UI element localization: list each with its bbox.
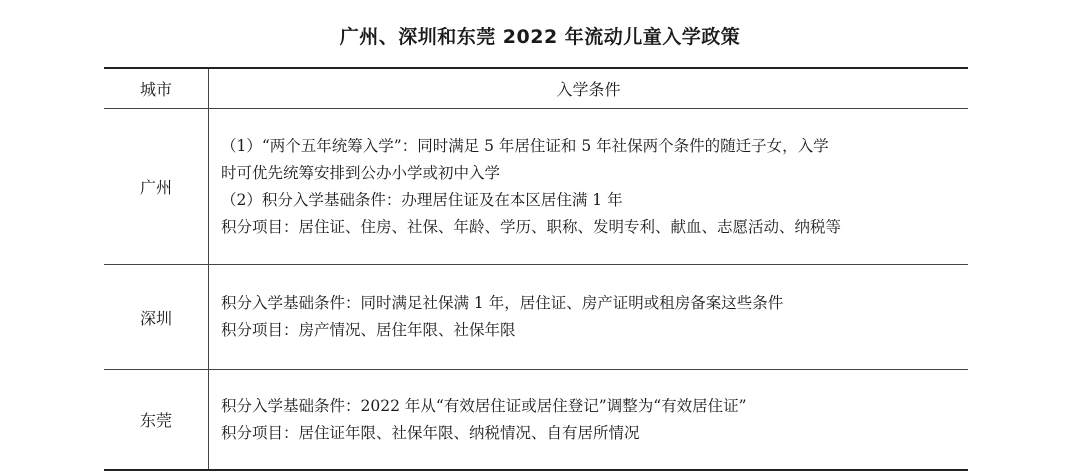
condition-line: （2）积分入学基础条件：办理居住证及在本区居住满 1 年 (221, 190, 623, 209)
policy-table (104, 67, 968, 471)
condition-line: 积分项目：房产情况、居住年限、社保年限 (221, 321, 516, 339)
condition-line: 时可优先统筹安排到公办小学或初中入学 (221, 163, 501, 182)
header-city: 城市 (104, 68, 209, 109)
table-row-shenzhen (104, 265, 968, 370)
condition-line: 积分项目：居住证、住房、社保、年龄、学历、职称、发明专利、献血、志愿活动、纳税等 (221, 217, 842, 236)
condition-line: 积分入学基础条件：2022 年从“有效居住证或居住登记”调整为“有效居住证” (221, 396, 747, 415)
conditions-cell (209, 265, 969, 370)
condition-line: 积分项目：居住证年限、社保年限、纳税情况、自有居所情况 (221, 423, 640, 442)
table-title: 广州、深圳和东莞 2022 年流动儿童入学政策 (339, 26, 741, 48)
table-row-dongguan (104, 370, 968, 471)
city-cell: 广州 (104, 109, 209, 265)
condition-line: （1）“两个五年统筹入学”：同时满足 5 年居住证和 5 年社保两个条件的随迁子女，入学 (221, 136, 829, 155)
city-cell: 深圳 (104, 265, 209, 370)
conditions-cell (209, 109, 969, 265)
table-row-guangzhou (104, 109, 968, 265)
city-cell: 东莞 (104, 370, 209, 471)
conditions-cell (209, 370, 969, 471)
header-conditions: 入学条件 (209, 68, 969, 109)
condition-line: 积分入学基础条件：同时满足社保满 1 年，居住证、房产证明或租房备案这些条件 (221, 294, 784, 312)
table-header-row (104, 68, 968, 109)
